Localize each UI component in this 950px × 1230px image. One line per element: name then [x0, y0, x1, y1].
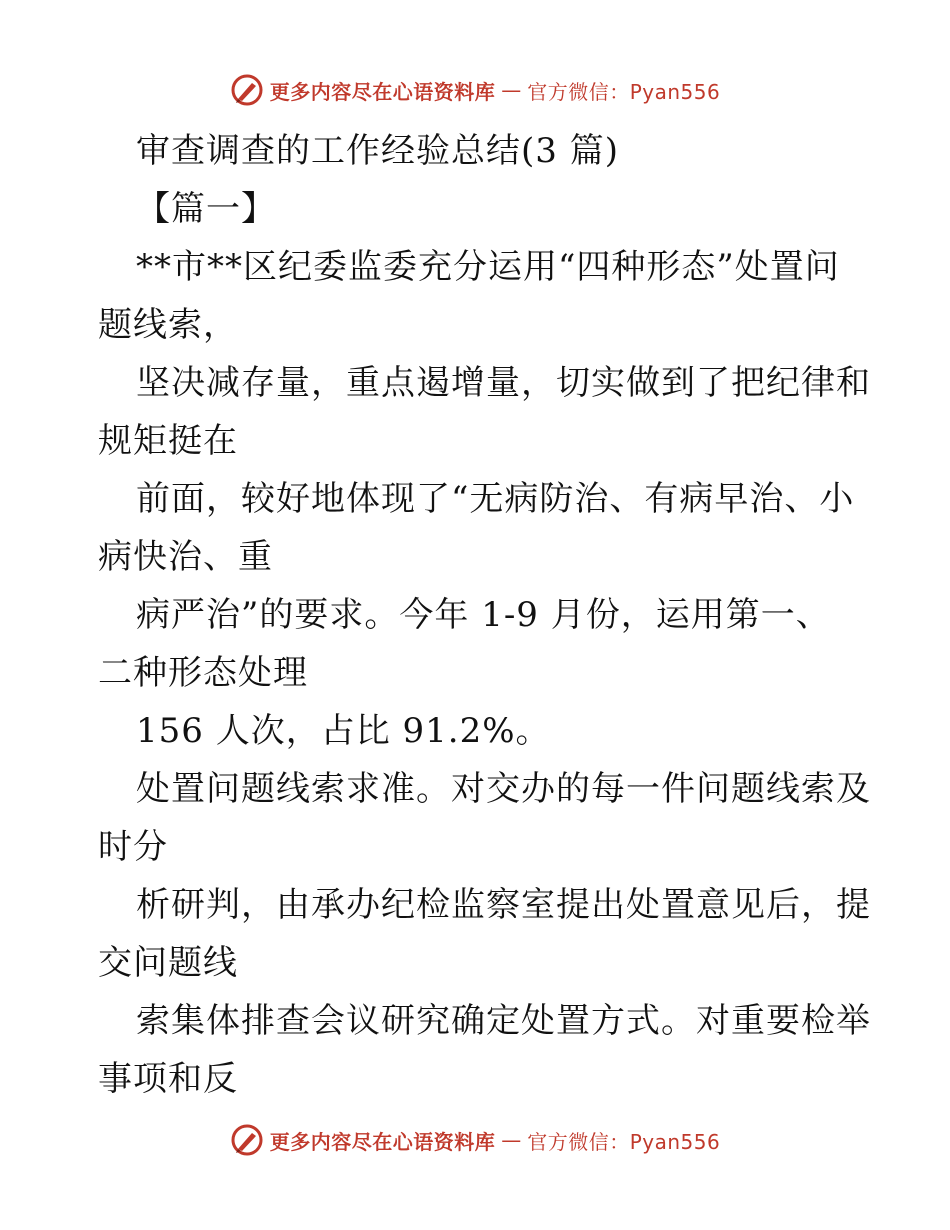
watermark-dash: —: [501, 1128, 522, 1152]
doc-line: 题线索，: [98, 305, 238, 345]
doc-line: 析研判，由承办纪检监察室提出处置意见后，提: [136, 885, 871, 925]
watermark-header: [0, 70, 950, 110]
doc-line: 事项和反: [98, 1059, 238, 1099]
doc-line: 时分: [98, 827, 168, 867]
doc-line: 156 人次，占比 91.2%。: [136, 711, 551, 751]
watermark-inner: [230, 1123, 721, 1157]
doc-line: 病快治、重: [98, 537, 273, 577]
doc-line: 交问题线: [98, 943, 238, 983]
doc-line: 审查调查的工作经验总结(3 篇): [136, 131, 619, 171]
doc-line: 索集体排查会议研究确定处置方式。对重要检举: [136, 1001, 871, 1041]
watermark-left-text: 更多内容尽在心语资料库: [269, 1129, 496, 1154]
doc-line: 病严治”的要求。今年 1-9 月份，运用第一、: [136, 595, 831, 635]
doc-line: 【篇一】: [136, 189, 276, 229]
watermark-left-text: 更多内容尽在心语资料库: [269, 79, 496, 104]
watermark-inner: [230, 73, 721, 107]
watermark-right-text: 官方微信：Pyan556: [527, 79, 721, 104]
document-body: [98, 122, 871, 1108]
doc-line: 坚决减存量，重点遏增量，切实做到了把纪律和: [136, 363, 871, 403]
pen-logo-icon: [230, 1123, 264, 1157]
doc-line: **市**区纪委监委充分运用“四种形态”处置问: [136, 247, 840, 287]
doc-line: 处置问题线索求准。对交办的每一件问题线索及: [136, 769, 871, 809]
watermark-right-text: 官方微信：Pyan556: [527, 1129, 721, 1154]
watermark-dash: —: [501, 78, 522, 102]
doc-line: 前面，较好地体现了“无病防治、有病早治、小: [136, 479, 855, 519]
doc-line: 二种形态处理: [98, 653, 308, 693]
doc-line: 规矩挺在: [98, 421, 238, 461]
pen-logo-icon: [230, 73, 264, 107]
watermark-footer: [0, 1120, 950, 1160]
